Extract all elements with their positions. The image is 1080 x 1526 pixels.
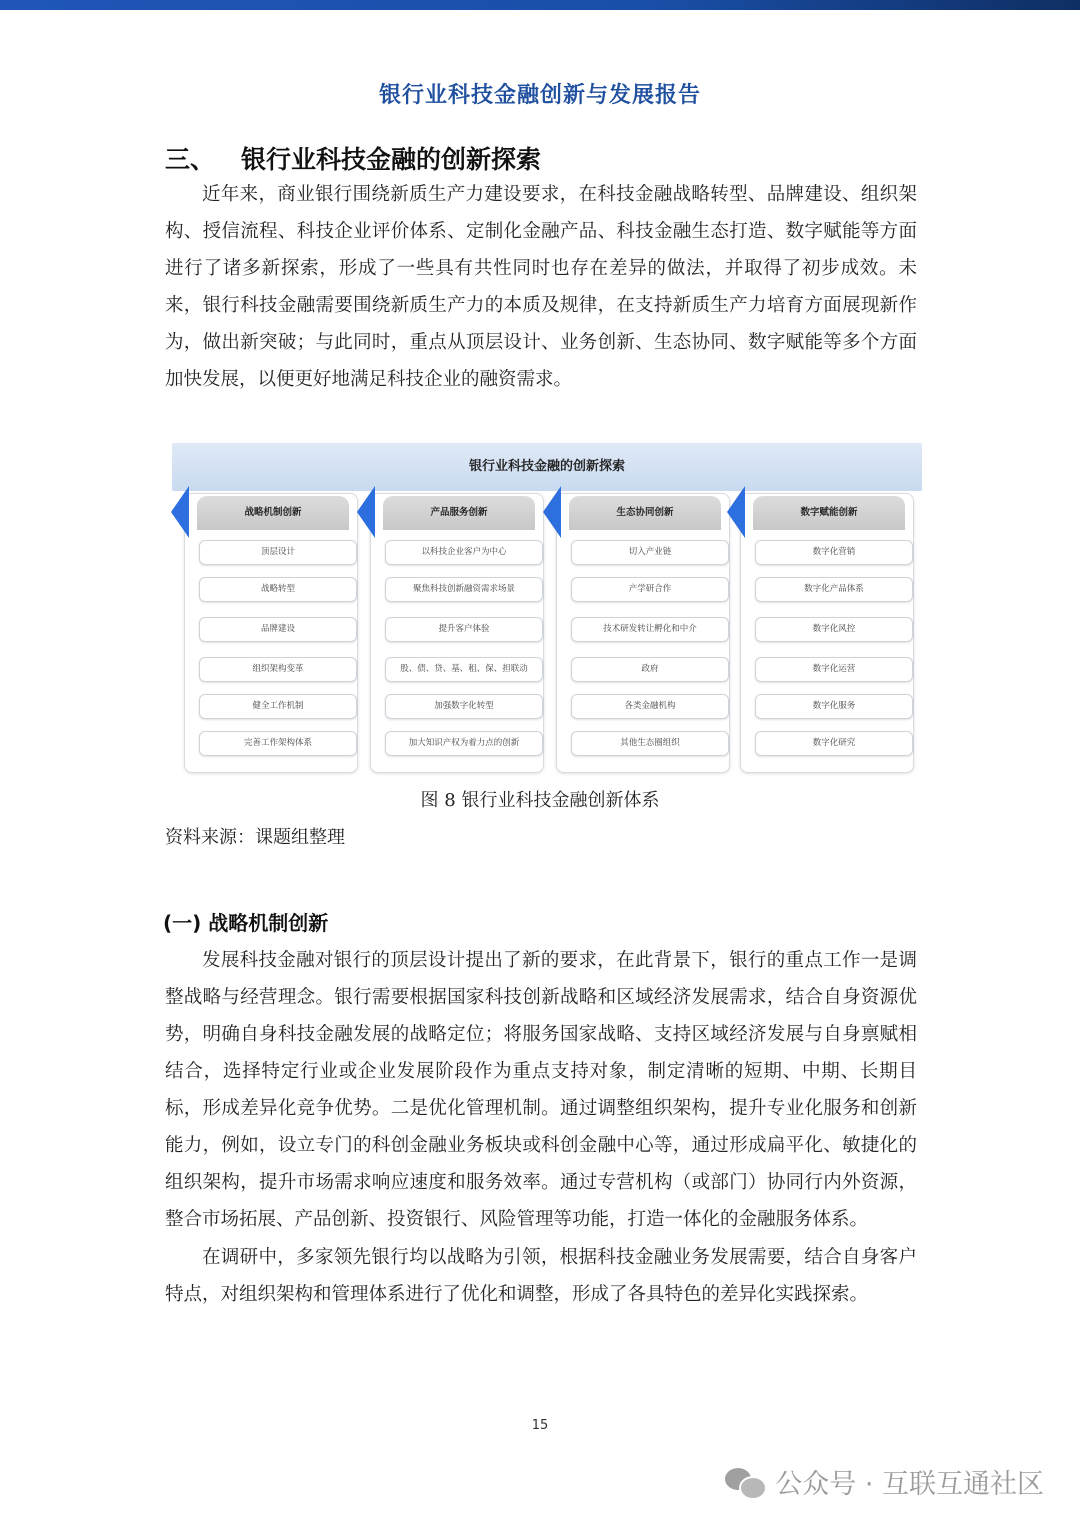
section-title: 银行业科技金融的创新探索 [241,145,542,174]
diagram-item: 提升客户体验 [385,617,543,642]
diagram-item: 政府 [571,657,729,682]
diagram-header: 银行业科技金融的创新探索 [172,443,922,491]
diagram-item: 各类金融机构 [571,694,729,719]
chevron-left-icon [171,486,189,538]
diagram-item: 战略转型 [199,577,357,602]
diagram-item: 加大知识产权为着力点的创新 [385,731,543,756]
wechat-icon [725,1466,765,1498]
innovation-diagram [172,443,922,773]
diagram-item: 以科技企业客户为中心 [385,540,543,565]
diagram-item: 产学研合作 [571,577,729,602]
chevron-left-icon [727,486,745,538]
diagram-column-product [370,493,544,773]
diagram-item: 切入产业链 [571,540,729,565]
column-title: 生态协同创新 [569,496,721,530]
subsection-heading: (一) 战略机制创新 [163,911,329,935]
diagram-item: 数字化运营 [755,657,913,682]
diagram-item: 数字化风控 [755,617,913,642]
diagram-item: 数字化服务 [755,694,913,719]
figure-caption: 图 8 银行业科技金融创新体系 [420,790,660,811]
diagram-column-ecosystem [556,493,730,773]
section-heading [165,140,541,176]
figure-source: 资料来源：课题组整理 [165,827,345,848]
diagram-item: 技术研发转让孵化和中介 [571,617,729,642]
diagram-item: 股、债、贷、基、租、保、担联动 [385,657,543,682]
diagram-item: 完善工作架构体系 [199,731,357,756]
report-title: 银行业科技金融创新与发展报告 [378,83,701,108]
chevron-left-icon [357,486,375,538]
page-number: 15 [531,1418,549,1433]
diagram-item: 数字化研究 [755,731,913,756]
diagram-item: 数字化营销 [755,540,913,565]
diagram-column-digital [740,493,914,773]
watermark-text: 公众号 · 互联互通社区 [775,1469,1044,1500]
diagram-item: 顶层设计 [199,540,357,565]
diagram-item: 组织架构变革 [199,657,357,682]
watermark [725,1462,1044,1501]
diagram-item: 健全工作机制 [199,694,357,719]
strategy-paragraph-2: 在调研中，多家领先银行均以战略为引领，根据科技金融业务发展需要，结合自身客户特点，对组织架构和管理体系进行了优化和调整，形成了各具特色的差异化实践探索。 [165,1247,917,1305]
intro-paragraph: 近年来，商业银行围绕新质生产力建设要求，在科技金融战略转型、品牌建设、组织架构、授信流程、科技企业评价体系、定制化金融产品、科技金融生态打造、数字赋能等方面进行了诸多新探索，形成了一些具有共性同时也存在差异的做法，并取得了初步成效。未来，银行科技金融需要围绕新质生产力的本质及规律，在支持新质生产力培育方面展现新作为，做出新突破；与此同时，重点从顶层设计、业务创新、生态协同、数字赋能等多个方面加快发展，以便更好地满足科技企业的融资需求。 [165,184,917,390]
column-title: 战略机制创新 [197,496,349,530]
strategy-paragraph-1: 发展科技金融对银行的顶层设计提出了新的要求，在此背景下，银行的重点工作一是调整战略与经营理念。银行需要根据国家科技创新战略和区域经济发展需求，结合自身资源优势，明确自身科技金融发展的战略定位；将服务国家战略、支持区域经济发展与自身禀赋相结合，选择特定行业或企业发展阶段作为重点支持对象，制定清晰的短期、中期、长期目标，形成差异化竞争优势。二是优化管理机制。通过调整组织架构，提升专业化服务和创新能力，例如，设立专门的科创金融业务板块或科创金融中心等，通过形成扁平化、敏捷化的组织架构，提升市场需求响应速度和服务效率。通过专营机构（或部门）协同行内外资源，整合市场拓展、产品创新、投资银行、风险管理等功能，打造一体化的金融服务体系。 [165,950,917,1230]
chevron-left-icon [543,486,561,538]
diagram-item: 数字化产品体系 [755,577,913,602]
diagram-item: 聚焦科技创新融资需求场景 [385,577,543,602]
column-title: 产品服务创新 [383,496,535,530]
diagram-item: 品牌建设 [199,617,357,642]
diagram-item: 加强数字化转型 [385,694,543,719]
top-accent-bar [0,0,1080,10]
diagram-column-strategy [184,493,358,773]
section-number: 三、 [165,145,216,174]
diagram-item: 其他生态圈组织 [571,731,729,756]
column-title: 数字赋能创新 [753,496,905,530]
